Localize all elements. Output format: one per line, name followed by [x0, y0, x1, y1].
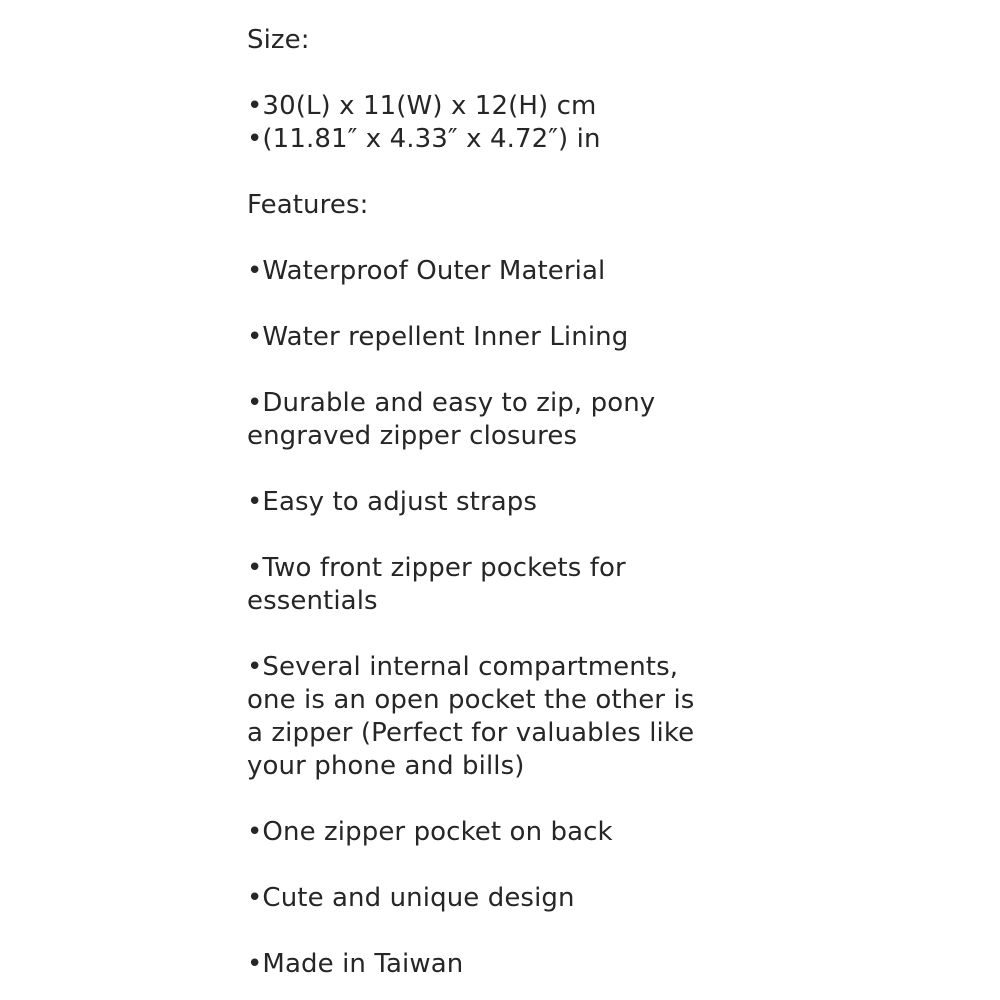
size-heading: Size: [247, 25, 310, 55]
feature-cute-design: •Cute and unique design [247, 883, 575, 913]
feature-internal-compartments-line-2: one is an open pocket the other is [247, 685, 695, 715]
feature-internal-compartments-line-1: •Several internal compartments, [247, 652, 679, 682]
product-description [247, 24, 767, 981]
size-dimensions-in: •(11.81″ x 4.33″ x 4.72″) in [247, 124, 601, 154]
feature-back-pocket: •One zipper pocket on back [247, 817, 613, 847]
feature-internal-compartments-line-4: your phone and bills) [247, 751, 525, 781]
feature-front-pockets-line-2: essentials [247, 586, 378, 616]
feature-front-pockets-line-1: •Two front zipper pockets for [247, 553, 626, 583]
feature-durable-zipper-line-1: •Durable and easy to zip, pony [247, 388, 656, 418]
features-heading: Features: [247, 190, 369, 220]
feature-internal-compartments-line-3: a zipper (Perfect for valuables like [247, 718, 695, 748]
feature-adjustable-straps: •Easy to adjust straps [247, 487, 538, 517]
feature-waterproof-outer: •Waterproof Outer Material [247, 256, 606, 286]
size-dimensions-cm: •30(L) x 11(W) x 12(H) cm [247, 91, 597, 121]
feature-water-repellent-lining: •Water repellent Inner Lining [247, 322, 629, 352]
feature-made-in-taiwan: •Made in Taiwan [247, 949, 464, 979]
feature-durable-zipper-line-2: engraved zipper closures [247, 421, 578, 451]
